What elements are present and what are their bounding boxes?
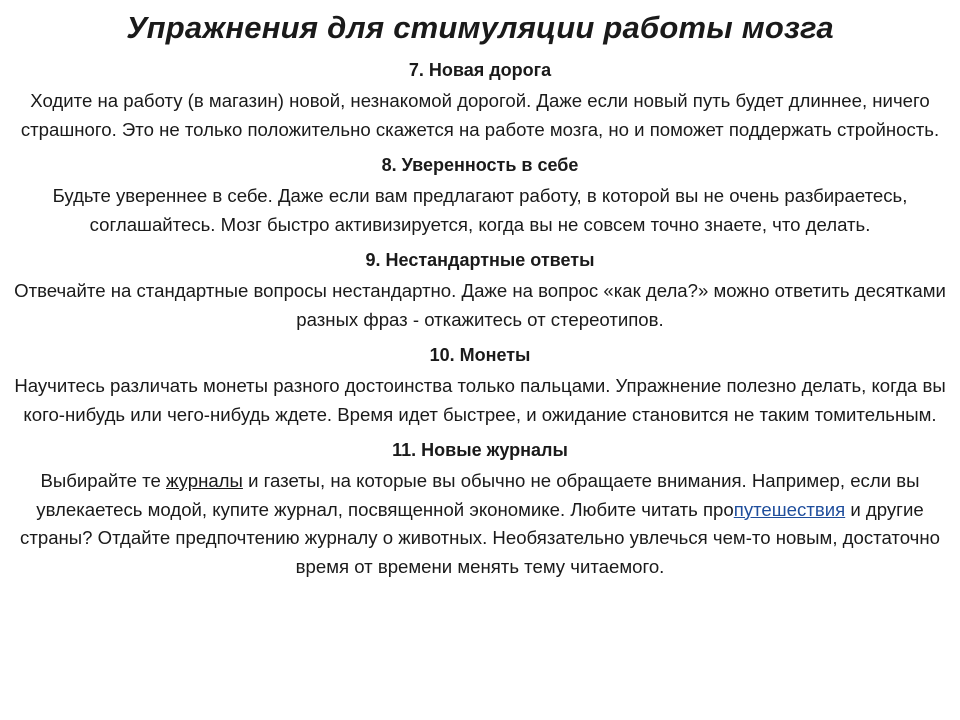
- section-text: [0, 463, 960, 587]
- section-text: Научитесь различать монеты разного достоинства только пальцами. Упражнение полезно делать, когда вы кого-нибудь или чего-нибудь ждете. Время идет быстрее, и ожидание становится не таким томительным.: [14, 375, 946, 425]
- section-text: Ходите на работу (в магазин) новой, незнакомой дорогой. Даже если новый путь будет длиннее, ничего страшного. Это не только положительно скажется на работе мозга, но и поможет поддержать стройность.: [20, 90, 940, 140]
- section-heading: 10. Монеты: [429, 345, 531, 365]
- underlined-word: журналы: [166, 470, 243, 491]
- section-new-road: [0, 55, 960, 150]
- section-heading: 7. Новая дорога: [408, 60, 552, 80]
- section-heading: 8. Уверенность в себе: [381, 155, 579, 175]
- section-self-confidence: [0, 150, 960, 245]
- section-heading: 9. Нестандартные ответы: [365, 250, 595, 270]
- text-part: Выбирайте те: [40, 470, 166, 491]
- section-text: Будьте увереннее в себе. Даже если вам предлагают работу, в которой вы не очень разбираетесь, соглашайтесь. Мозг быстро активизируется, когда вы не совсем точно знаете, что делать.: [52, 185, 908, 235]
- travel-link[interactable]: путешествия: [733, 498, 846, 520]
- text-part: и газеты, на которые вы обычно не обращаете внимания. Например, если вы увлекаетесь модой, купите журнал, посвященной экономике. Любите читать про: [36, 470, 925, 520]
- section-text: Отвечайте на стандартные вопросы нестандартно. Даже на вопрос «как дела?» можно ответить десятками разных фраз - откажитесь от стереотипов.: [14, 280, 946, 330]
- section-coins: [0, 340, 960, 435]
- section-new-magazines: [0, 435, 960, 587]
- text-part: и другие страны? Отдайте предпочтению журналу о животных. Необязательно увлечься чем-то новым, достаточно время от времени менять тему читаемого.: [20, 498, 946, 577]
- page-title: Упражнения для стимуляции работы мозга: [126, 10, 834, 45]
- section-heading: 11. Новые журналы: [392, 440, 568, 460]
- section-nonstandard-answers: [0, 245, 960, 340]
